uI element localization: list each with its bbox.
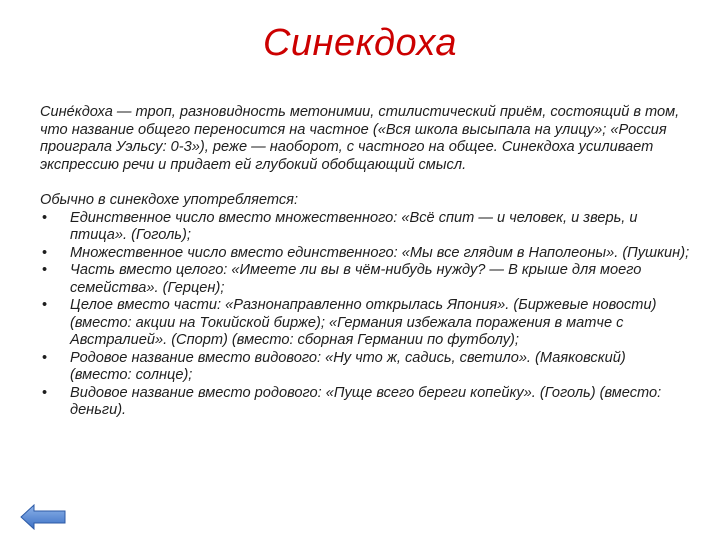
synecdoche-list	[40, 210, 690, 420]
list-item	[40, 245, 690, 263]
list-item-text: Часть вместо целого: «Имеете ли вы в чём-нибудь нужду? — В крыше для моего семейства». (Герцен);	[70, 262, 642, 296]
list-item-text: Множественное число вместо единственного: «Мы все глядим в Наполеоны». (Пушкин);	[70, 244, 690, 261]
back-arrow-icon[interactable]	[20, 504, 66, 530]
list-item	[40, 385, 690, 420]
bullet-icon: •	[42, 262, 48, 278]
slide-title: Синекдоха	[262, 22, 458, 64]
bullet-icon: •	[42, 384, 48, 401]
list-intro: Обычно в синекдохе употребляется:	[40, 192, 299, 208]
list-item-text: Видовое название вместо родового: «Пуще всего береги копейку». (Гоголь) (вместо: деньги).	[70, 384, 662, 418]
list-item	[40, 210, 690, 245]
bullet-icon: •	[42, 244, 48, 261]
list-item-text: Единственное число вместо множественного: «Всё спит — и человек, и зверь, и птица». (Гоголь);	[70, 209, 638, 243]
bullet-icon: •	[42, 209, 48, 226]
list-item-text: Родовое название вместо видового: «Ну что ж, садись, светило». (Маяковский) (вместо: солнце);	[70, 349, 626, 383]
definition-paragraph: Сине́кдоха — троп, разновидность метонимии, стилистический приём, состоящий в том, что название общего переносится на частное («Вся школа высыпала на улицу»; «Россия проиграла Уэльсу: 0-3»), реже — наоборот, с частного на общее. Синекдоха усиливает экспрессию речи и придает ей глубокий обобщающий смысл.	[40, 104, 680, 173]
bullet-icon: •	[42, 297, 48, 313]
list-item	[40, 262, 690, 297]
slide-body	[40, 104, 690, 420]
bullet-icon: •	[42, 349, 48, 366]
list-item-text: Целое вместо части: «Разнонаправленно открылась Япония». (Биржевые новости) (вместо: акции на Токийской бирже); «Германия избежала поражения в матче с Австралией». (Спорт) (вместо: сборная Германии по футболу);	[70, 297, 657, 348]
list-item	[40, 350, 690, 385]
list-item	[40, 297, 690, 350]
